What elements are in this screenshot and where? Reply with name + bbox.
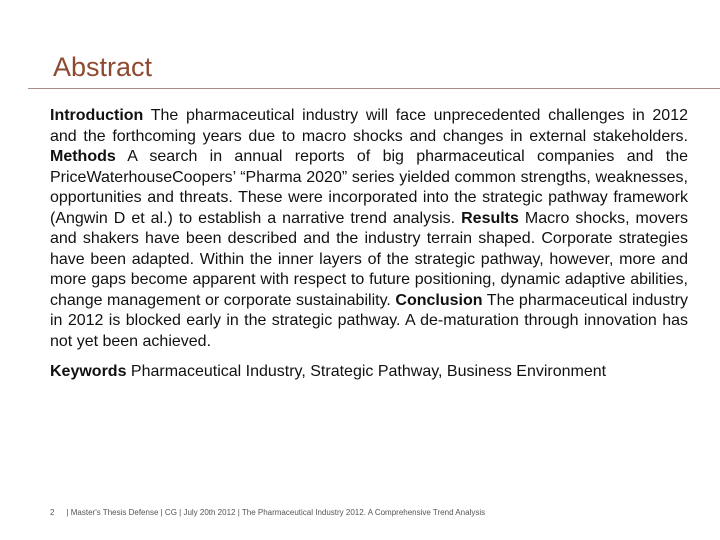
keywords-label: Keywords [50, 363, 127, 380]
slide-footer [50, 508, 485, 517]
results-label: Results [461, 209, 519, 227]
methods-text: A search in annual reports of big pharmaceutical companies and the PriceWaterhouseCoopers’ “Pharma 2020” series yielded common strengths, weaknesses, opportunities and threats. These were incorporated into the strategic pathway framework (Angwin D et al.) to establish a narrative trend analysis. [50, 148, 688, 227]
conclusion-text: The pharmaceutical industry in 2012 is blocked early in the strategic pathway. A de-maturation through innovation has not yet been achieved. [50, 291, 689, 350]
conclusion-label: Conclusion [395, 291, 483, 309]
footer-text: | Master's Thesis Defense | CG | July 20th 2012 | The Pharmaceutical Industry 2012. A Comprehensive Trend Analysis [66, 508, 486, 517]
page-number: 2 [50, 508, 55, 517]
keywords-paragraph [50, 362, 688, 383]
introduction-label: Introduction [50, 107, 144, 124]
keywords-text: Pharmaceutical Industry, Strategic Pathway, Business Environment [130, 363, 607, 380]
slide-title: Abstract [53, 52, 153, 82]
introduction-text: The pharmaceutical industry will face unprecedented challenges in 2012 and the forthcoming years due to macro shocks and changes in external stakeholders. [50, 107, 688, 145]
title-divider [28, 88, 720, 89]
abstract-paragraph [50, 106, 688, 352]
abstract-body [50, 106, 688, 383]
methods-label: Methods [50, 148, 116, 165]
results-text: Macro shocks, movers and shakers have been described and the industry terrain shaped. Corporate strategies have been adapted. Within the inner layers of the strategic pathway, however, more and more gaps become apparent with respect to future positioning, dynamic adaptive abilities, change management or corporate sustainability. [50, 209, 688, 309]
